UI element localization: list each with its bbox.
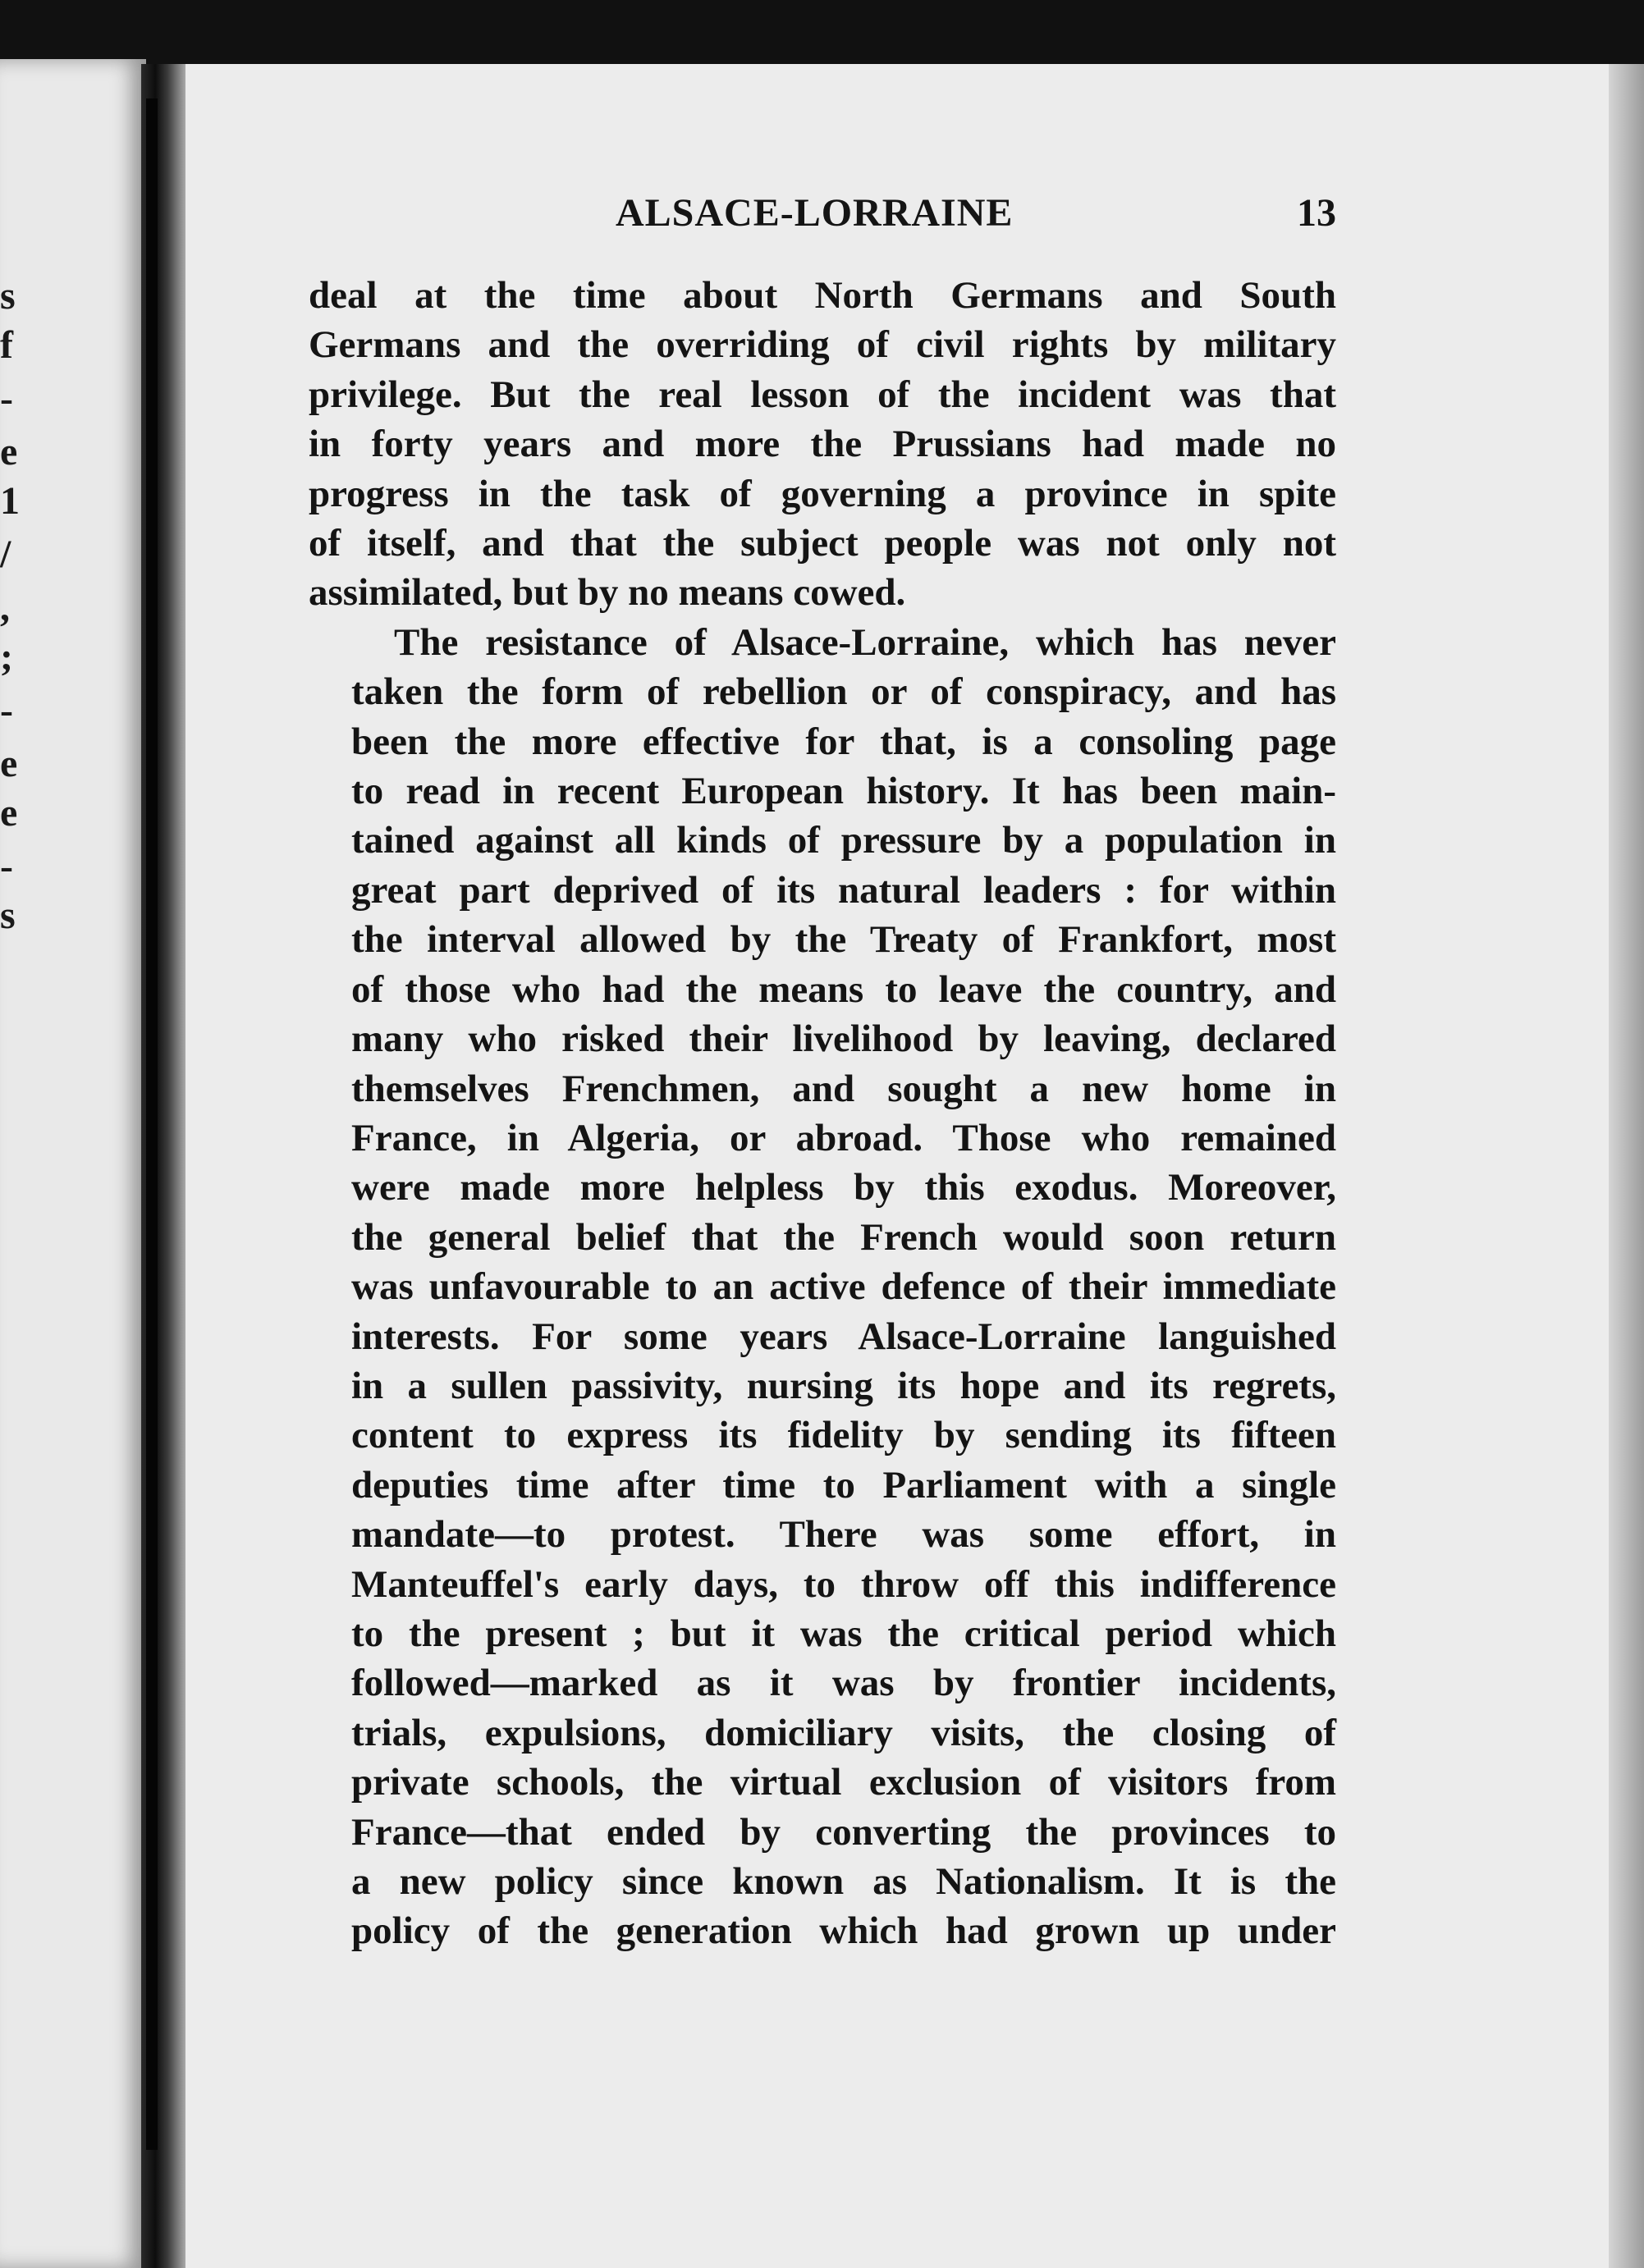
facing-page-fragment: , xyxy=(0,586,10,629)
text-line: France—that ended by converting the provinces to xyxy=(351,1810,1336,1854)
text-line: deputies time after time to Parliament with a single xyxy=(351,1463,1336,1507)
body-text xyxy=(309,271,1336,1956)
text-line: policy of the generation which had grown up under xyxy=(351,1909,1336,1953)
text-line: deal at the time about North Germans and South xyxy=(309,274,1336,317)
facing-page-fragment: - xyxy=(0,377,13,420)
text-line: The resistance of Alsace-Lorraine, which has never xyxy=(394,620,1336,664)
text-line: a new policy since known as Nationalism. It is the xyxy=(351,1860,1336,1903)
text-line: mandate—to protest. There was some effort, in xyxy=(351,1513,1336,1557)
text-line: Manteuffel's early days, to throw off this indifference xyxy=(351,1562,1336,1606)
running-head xyxy=(309,190,1336,240)
facing-page-fragment: 1 xyxy=(0,479,20,523)
scan-border-top xyxy=(0,0,1644,64)
text-line: France, in Algeria, or abroad. Those who remained xyxy=(351,1116,1336,1159)
text-line: to read in recent European history. It has been main- xyxy=(351,770,1336,813)
page-edge xyxy=(1609,64,1644,2268)
text-line: tained against all kinds of pressure by a population in xyxy=(351,819,1336,862)
text-line: assimilated, but by no means cowed. xyxy=(309,571,906,615)
text-line: trials, expulsions, domiciliary visits, the closing of xyxy=(351,1711,1336,1754)
text-line: to the present ; but it was the critical period which xyxy=(351,1612,1336,1655)
facing-page-fragment: s xyxy=(0,274,16,318)
facing-page-fragment: s xyxy=(0,894,16,937)
facing-page xyxy=(0,59,146,2268)
text-line: progress in the task of governing a province in spite xyxy=(309,472,1336,515)
text-line: of those who had the means to leave the country, and xyxy=(351,967,1336,1011)
text-line: been the more effective for that, is a consoling page xyxy=(351,720,1336,763)
text-line: of itself, and that the subject people was not only not xyxy=(309,522,1336,565)
page-number: 13 xyxy=(1297,191,1336,235)
text-line: were made more helpless by this exodus. Moreover, xyxy=(351,1166,1336,1209)
facing-page-fragment: - xyxy=(0,688,13,732)
text-line: followed—marked as it was by frontier incidents, xyxy=(351,1662,1336,1705)
paragraph-1 xyxy=(309,271,1336,618)
text-line: taken the form of rebellion or of conspiracy, and has xyxy=(351,670,1336,714)
text-line: many who risked their livelihood by leaving, declared xyxy=(351,1017,1336,1061)
text-line: Germans and the overriding of civil rights by military xyxy=(309,323,1336,367)
text-line: content to express its fidelity by sending its fifteen xyxy=(351,1414,1336,1457)
text-line: great part deprived of its natural leaders : for within xyxy=(351,868,1336,912)
facing-page-fragment: ; xyxy=(0,635,13,679)
text-line: private schools, the virtual exclusion of visitors from xyxy=(351,1761,1336,1804)
text-line: the interval allowed by the Treaty of Frankfort, most xyxy=(351,918,1336,962)
facing-page-fragment: - xyxy=(0,844,13,888)
text-line: was unfavourable to an active defence of their immediate xyxy=(351,1265,1336,1309)
facing-page-fragment: f xyxy=(0,323,13,367)
facing-page-fragment: e xyxy=(0,742,18,785)
facing-page-fragment: e xyxy=(0,430,18,473)
text-line: in forty years and more the Prussians had made no xyxy=(309,423,1336,466)
text-line: in a sullen passivity, nursing its hope and its regrets, xyxy=(351,1364,1336,1407)
text-line: interests. For some years Alsace-Lorraine languished xyxy=(351,1315,1336,1358)
text-line: privilege. But the real lesson of the incident was that xyxy=(309,373,1336,416)
text-line: the general belief that the French would soon return xyxy=(351,1215,1336,1259)
facing-page-fragment: / xyxy=(0,533,11,576)
facing-page-fragment: e xyxy=(0,791,18,834)
paragraph-2 xyxy=(309,618,1336,1956)
running-head-title: ALSACE-LORRAINE xyxy=(616,191,1014,235)
text-line: themselves Frenchmen, and sought a new home in xyxy=(351,1067,1336,1110)
gutter-shadow xyxy=(146,98,158,2150)
